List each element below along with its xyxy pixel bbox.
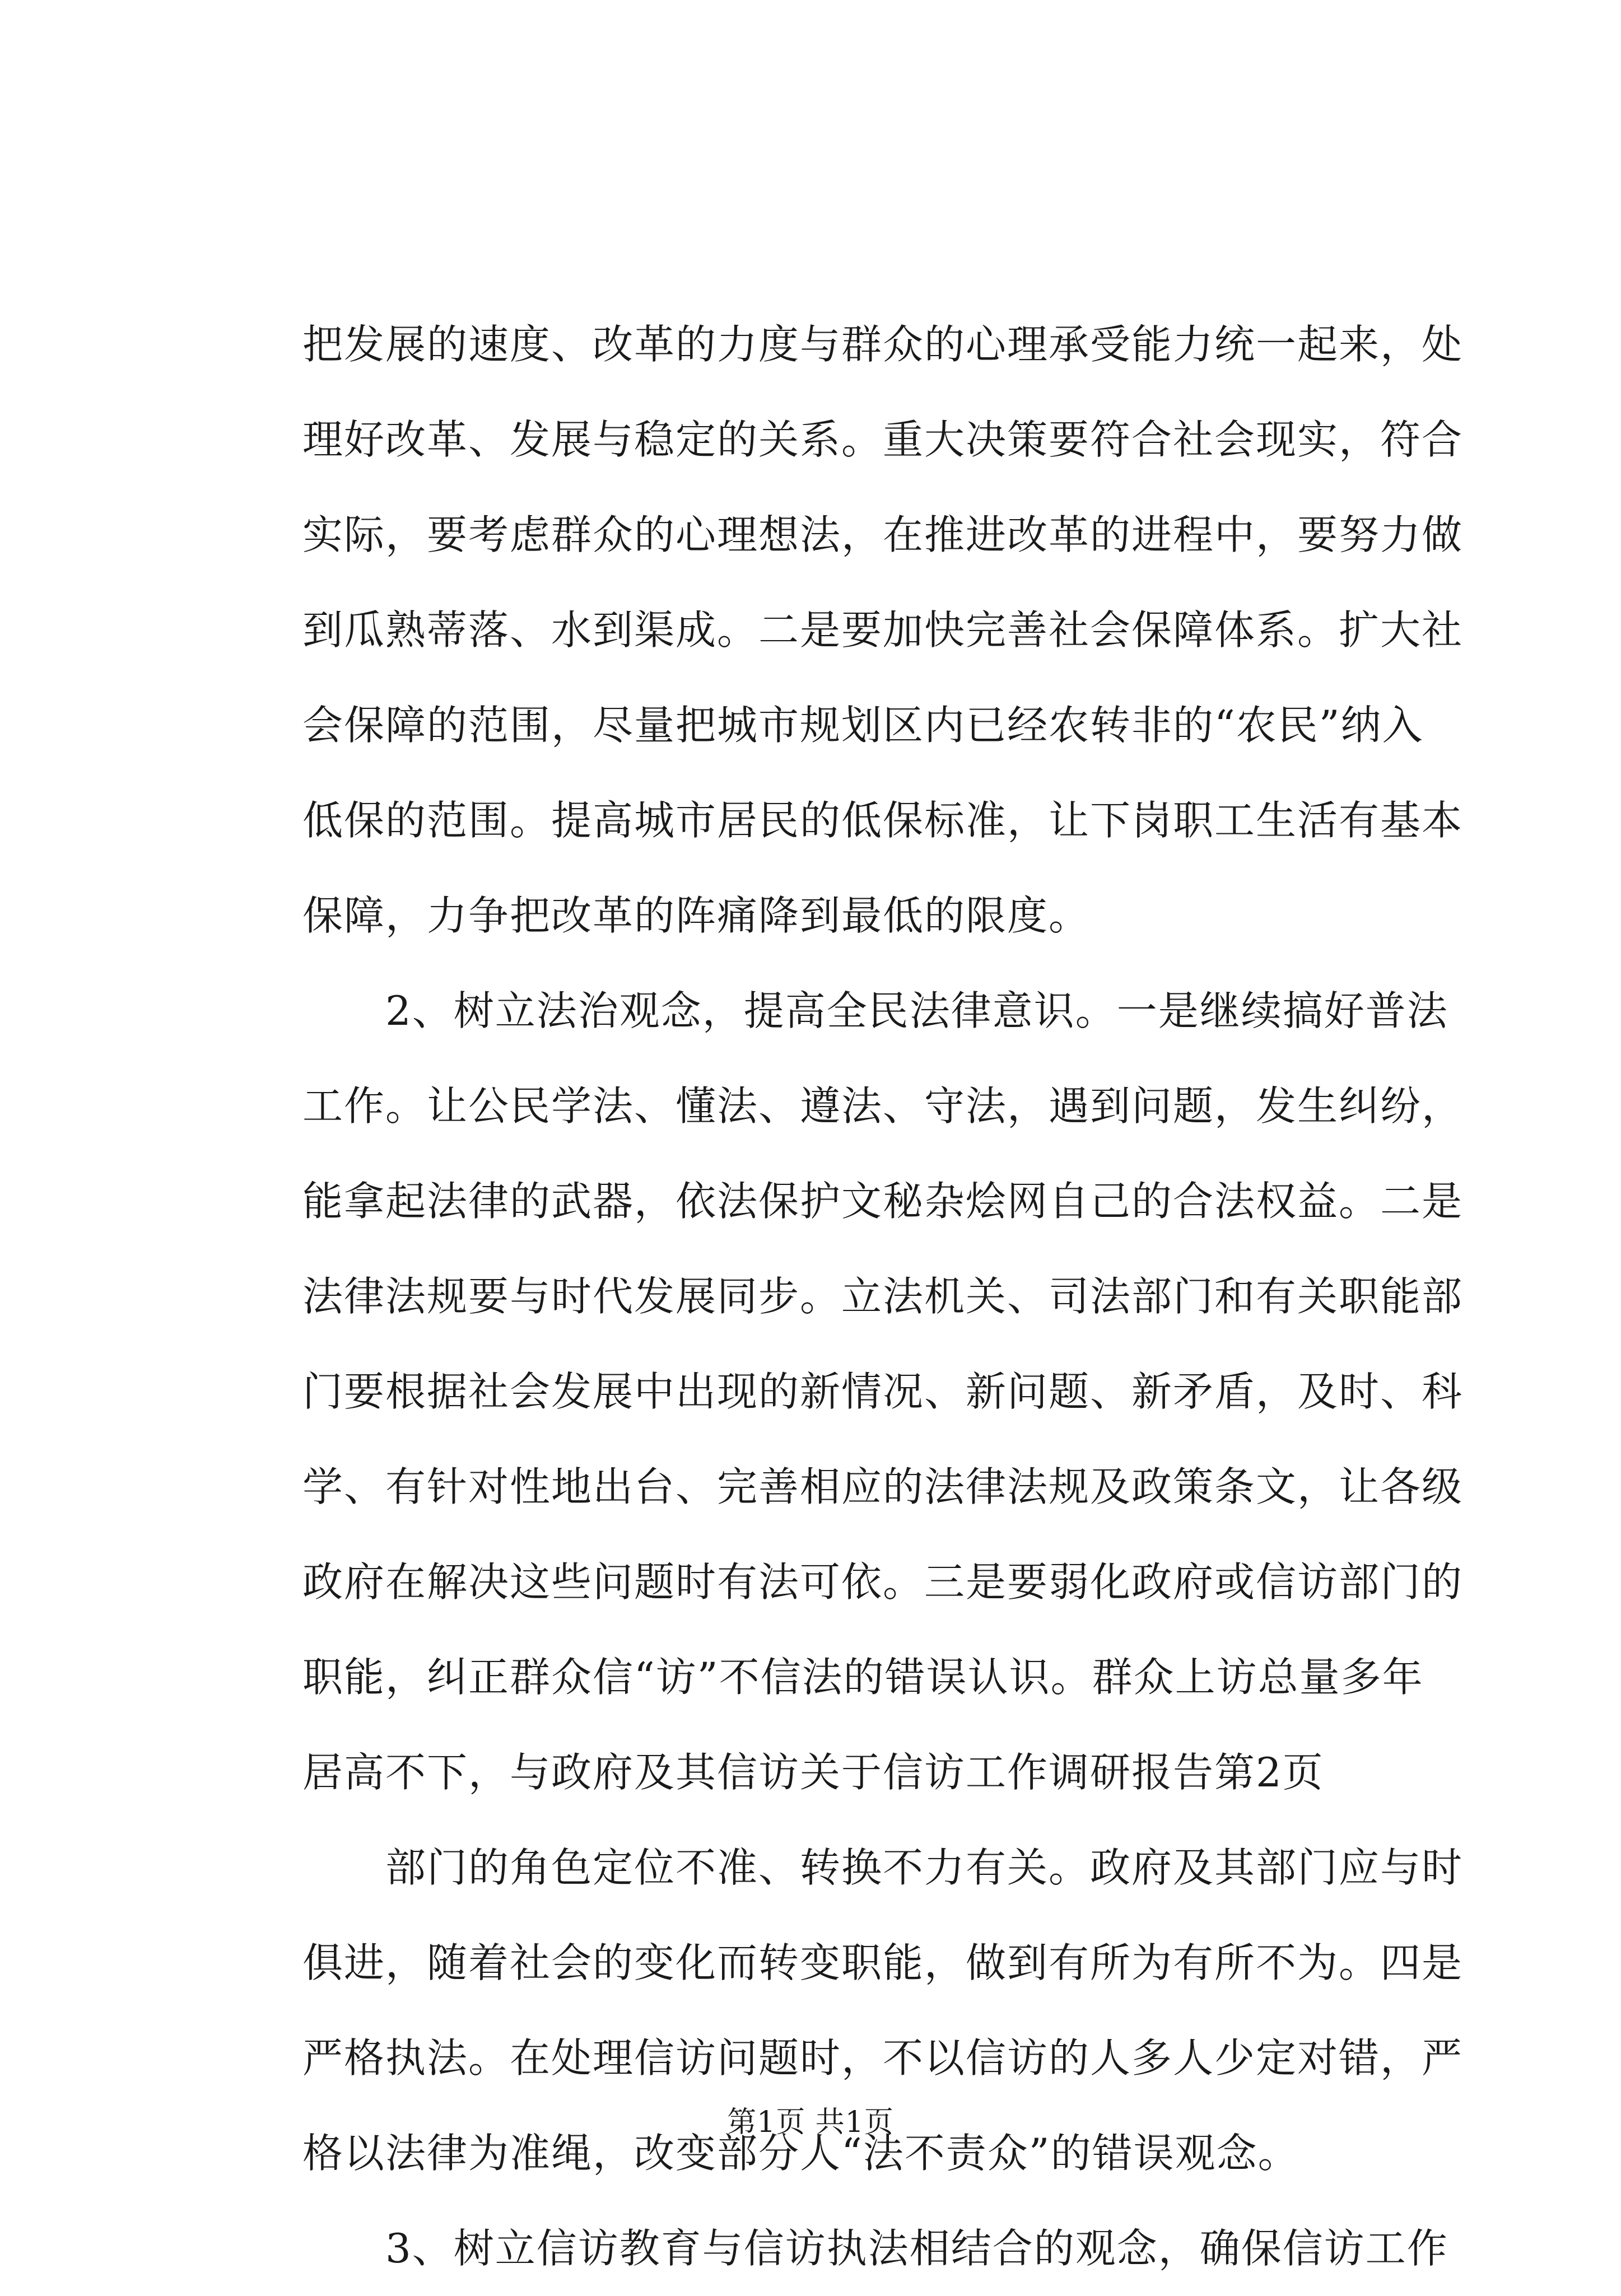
text-line: 居高不下，与政府及其信访关于信访工作调研报告第2页: [302, 1749, 1324, 1796]
text-line: 职能，纠正群众信“访”不信法的错误认识。群众上访总量多年: [302, 1654, 1424, 1701]
text-line: 会保障的范围，尽量把城市规划区内已经农转非的“农民”纳入: [302, 702, 1424, 749]
text-line: 2、树立法治观念，提高全民法律意识。一是继续搞好普法: [302, 987, 1448, 1034]
text-line: 能拿起法律的武器，依法保护文秘杂烩网自己的合法权益。二是: [302, 1178, 1464, 1225]
text-line: 工作。让公民学法、懂法、遵法、守法，遇到问题，发生纠纷，: [302, 1082, 1464, 1130]
text-line: 法律法规要与时代发展同步。立法机关、司法部门和有关职能部: [302, 1273, 1464, 1320]
text-line: 政府在解决这些问题时有法可依。三是要弱化政府或信访部门的: [302, 1558, 1464, 1606]
text-line: 3、树立信访教育与信访执法相结合的观念，确保信访工作: [302, 2225, 1448, 2272]
text-line: 部门的角色定位不准、转换不力有关。政府及其部门应与时: [302, 1844, 1464, 1891]
page-number-label: 第1页 共1页: [727, 2106, 894, 2139]
text-line: 低保的范围。提高城市居民的低保标准，让下岗职工生活有基本: [302, 797, 1464, 844]
page-footer: [0, 2106, 1621, 2139]
text-line: 实际，要考虑群众的心理想法，在推进改革的进程中，要努力做: [302, 511, 1464, 558]
text-line: 保障，力争把改革的阵痛降到最低的限度。: [302, 892, 1091, 939]
body-text: [302, 297, 1464, 2296]
text-line: 俱进，随着社会的变化而转变职能，做到有所为有所不为。四是: [302, 1939, 1464, 1986]
text-line: 门要根据社会发展中出现的新情况、新问题、新矛盾，及时、科: [302, 1368, 1464, 1415]
text-line: 到瓜熟蒂落、水到渠成。二是要加快完善社会保障体系。扩大社: [302, 606, 1464, 654]
text-line: 理好改革、发展与稳定的关系。重大决策要符合社会现实，符合: [302, 416, 1464, 463]
text-line: 格以法律为准绳，改变部分人“法不责众”的错误观念。: [302, 2130, 1299, 2177]
text-line: 严格执法。在处理信访问题时，不以信访的人多人少定对错，严: [302, 2034, 1464, 2082]
text-line: 把发展的速度、改革的力度与群众的心理承受能力统一起来，处: [302, 321, 1464, 368]
text-line: 学、有针对性地出台、完善相应的法律法规及政策条文，让各级: [302, 1463, 1464, 1510]
